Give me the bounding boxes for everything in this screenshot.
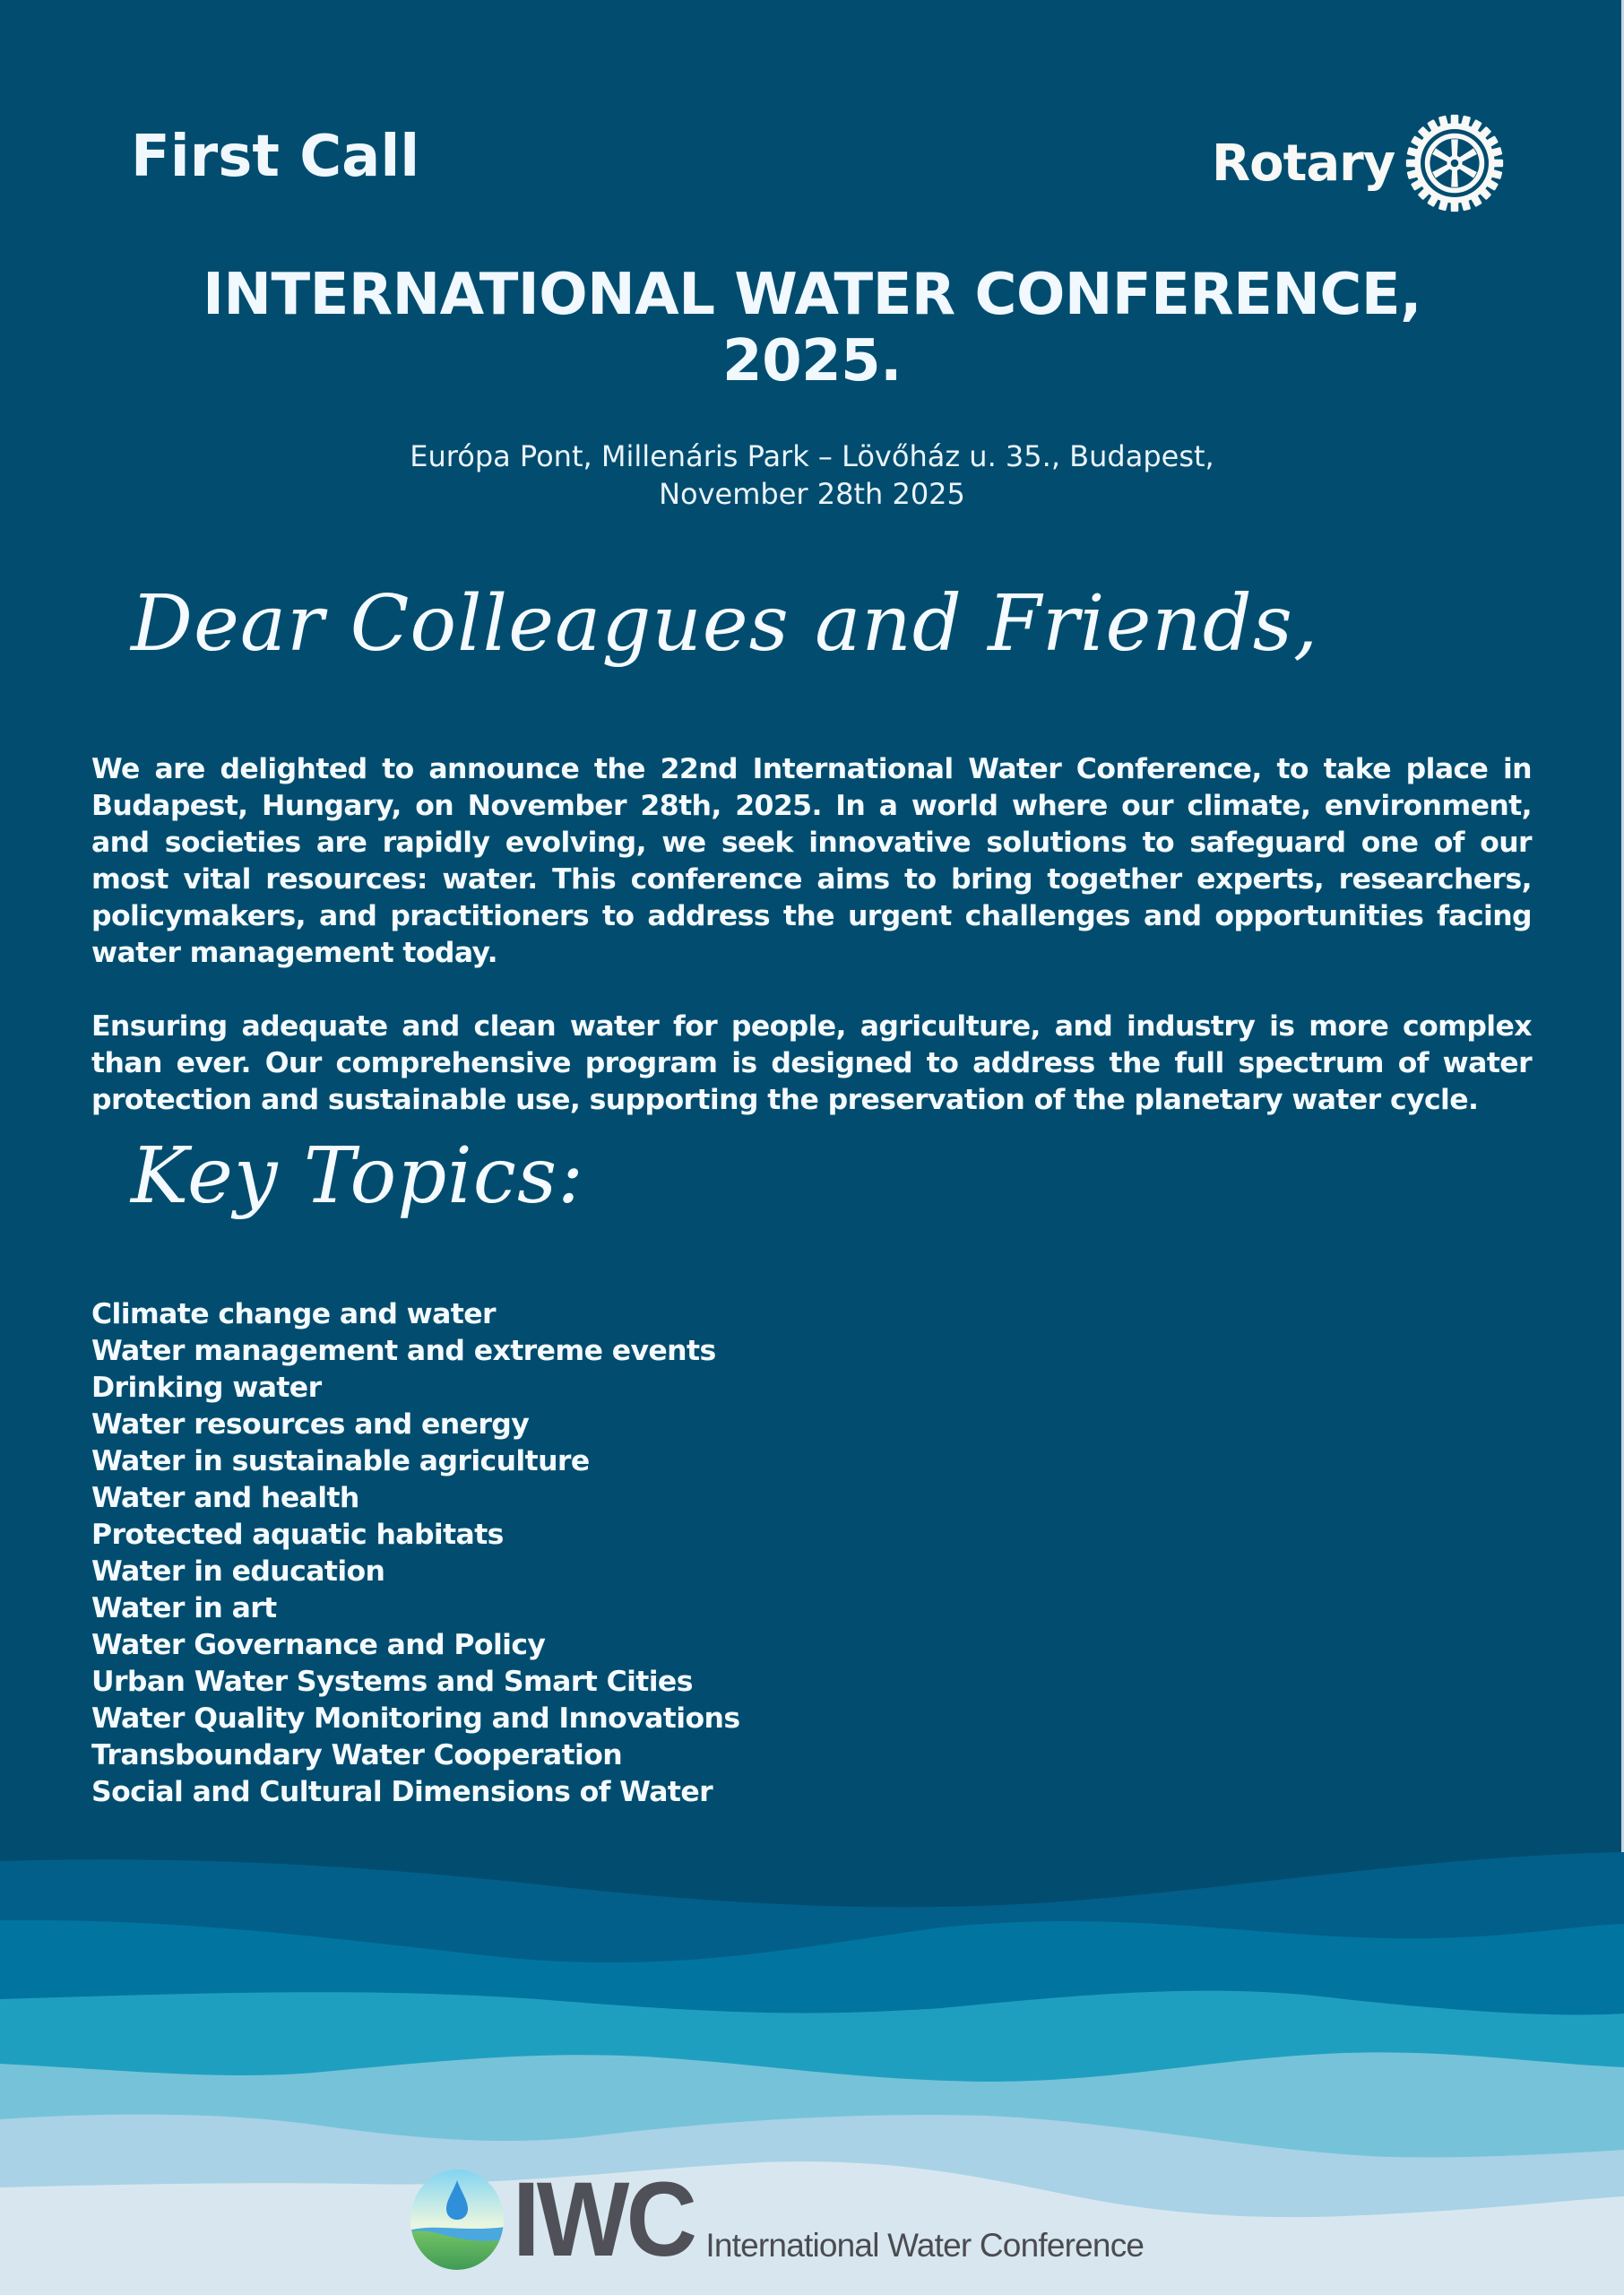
topic-item: Water in sustainable agriculture bbox=[91, 1445, 590, 1477]
event-date: November 28th 2025 bbox=[659, 477, 965, 511]
topic-item: Water in art bbox=[91, 1592, 277, 1624]
intro-paragraph: We are delighted to announce the 22nd International Water Conference, to take place in Budapest, Hungary, on November 28th, 2025. In a world where our climate, environment, and societies are rapidly evolving, we seek innovative solutions to safeguard one of our most vital resources: water. This conference aims to bring together experts, researchers, policymakers, and practitioners to address the urgent challenges and opportunities facing water management today. bbox=[91, 752, 1532, 969]
topic-item: Social and Cultural Dimensions of Water bbox=[91, 1776, 713, 1808]
greeting-heading: Dear Colleagues and Friends, bbox=[131, 579, 1319, 669]
conference-title-line2: 2025. bbox=[722, 328, 902, 394]
iwc-logo bbox=[409, 2161, 1145, 2279]
topic-item: Water in education bbox=[91, 1555, 385, 1588]
rotary-wheel-icon bbox=[1404, 112, 1506, 214]
conference-title-line1: INTERNATIONAL WATER CONFERENCE, bbox=[203, 262, 1421, 328]
key-topics-heading: Key Topics: bbox=[131, 1131, 585, 1221]
first-call-heading: First Call bbox=[131, 124, 420, 190]
topic-item: Transboundary Water Cooperation bbox=[91, 1739, 623, 1771]
topic-item: Urban Water Systems and Smart Cities bbox=[91, 1666, 693, 1698]
topic-item: Water resources and energy bbox=[91, 1408, 530, 1441]
iwc-logo-name: International Water Conference bbox=[705, 2227, 1145, 2264]
iwc-logo-letters: IWC bbox=[513, 2161, 695, 2279]
topic-item: Climate change and water bbox=[91, 1298, 496, 1330]
topic-item: Protected aquatic habitats bbox=[91, 1519, 504, 1551]
key-topics-list bbox=[91, 1296, 739, 1811]
rotary-logo-text: Rotary bbox=[1212, 134, 1395, 193]
topic-item: Water management and extreme events bbox=[91, 1335, 716, 1367]
topic-item: Water and health bbox=[91, 1482, 359, 1514]
topic-item: Water Governance and Policy bbox=[91, 1629, 546, 1661]
venue-info bbox=[0, 437, 1624, 513]
water-drop-landscape-icon bbox=[409, 2168, 505, 2272]
topic-item: Water Quality Monitoring and Innovations bbox=[91, 1702, 740, 1735]
venue-address: Európa Pont, Millenáris Park – Lövőház u. 35., Budapest, bbox=[410, 439, 1214, 473]
program-paragraph: Ensuring adequate and clean water for people, agriculture, and industry is more complex than ever. Our comprehensive program is designed to address the full spectrum of water protection and sustainable use, supporting the preservation of the planetary water cycle. bbox=[91, 1009, 1532, 1116]
conference-title bbox=[0, 262, 1624, 394]
rotary-logo bbox=[1212, 109, 1506, 217]
topic-item: Drinking water bbox=[91, 1372, 322, 1404]
